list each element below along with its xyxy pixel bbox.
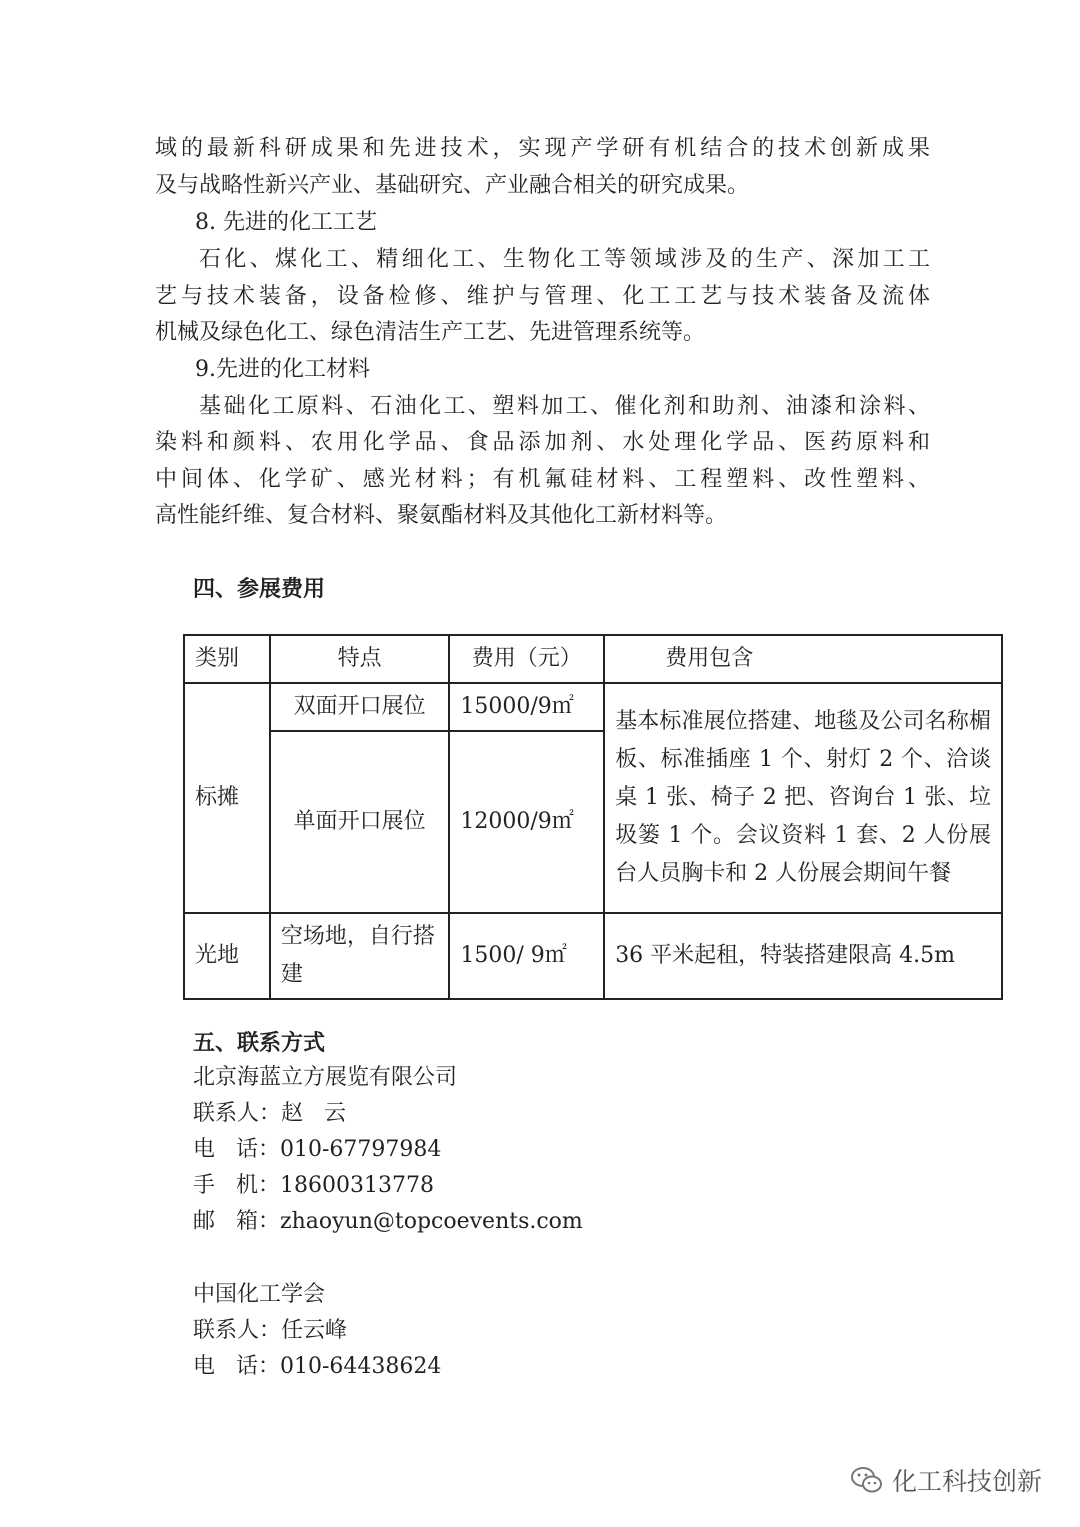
paragraph-line: 基础化工原料、石油化工、塑料加工、催化剂和助剂、油漆和涂料、 (199, 394, 930, 419)
table-row (184, 913, 1002, 999)
paragraph-line: 机械及绿色化工、绿色清洁生产工艺、先进管理系统等。 (155, 320, 706, 345)
contact-person: 联系人：任云峰 (193, 1318, 348, 1343)
contact-email: 邮 箱：zhaoyun@topcoevents.com (193, 1209, 583, 1234)
fee-table (183, 634, 1003, 1000)
subheading-8: 8. 先进的化工工艺 (195, 210, 377, 235)
section-title-fees: 四、参展费用 (193, 577, 326, 602)
paragraph-line: 中间体、化学矿、感光材料；有机氟硅材料、工程塑料、改性塑料、 (155, 467, 930, 492)
contact-org: 北京海蓝立方展览有限公司 (193, 1065, 458, 1090)
includes-cell: 基本标准展位搭建、地毯及公司名称楣板、标准插座 1 个、射灯 2 个、洽谈桌 1 张、椅子 2 把、咨询台 1 张、垃圾篓 1 个。会议资料 1 套、2 人份展台人员胸卡和 2 人份展会期间午餐 (604, 683, 1002, 913)
paragraph-line: 及与战略性新兴产业、基础研究、产业融合相关的研究成果。 (155, 173, 750, 198)
category-standard: 标摊 (184, 683, 270, 913)
table-row (184, 683, 1002, 731)
header-includes: 费用包含 (604, 635, 1002, 683)
paragraph-line: 石化、煤化工、精细化工、生物化工等领域涉及的生产、深加工工 (199, 247, 930, 272)
wechat-icon (850, 1465, 884, 1495)
category-raw-space: 光地 (184, 913, 270, 999)
price-cell: 1500/ 9㎡ (449, 913, 604, 999)
section-title-contact: 五、联系方式 (193, 1031, 326, 1056)
paragraph-line: 高性能纤维、复合材料、聚氨酯材料及其他化工新材料等。 (155, 503, 728, 528)
table-header-row (184, 635, 1002, 683)
includes-cell: 36 平米起租，特装搭建限高 4.5m (604, 913, 1002, 999)
price-cell: 15000/9㎡ (449, 683, 604, 731)
header-price: 费用（元） (449, 635, 604, 683)
paragraph-line: 染料和颜料、农用化学品、食品添加剂、水处理化学品、医药原料和 (155, 430, 930, 455)
contact-person: 联系人：赵 云 (193, 1101, 346, 1126)
contact-phone: 电 话：010-67797984 (193, 1137, 442, 1162)
header-feature: 特点 (270, 635, 450, 683)
contact-phone: 电 话：010-64438624 (193, 1354, 442, 1379)
header-category: 类别 (184, 635, 270, 683)
feature-cell: 空场地，自行搭建 (270, 913, 450, 999)
watermark-text: 化工科技创新 (891, 1467, 1042, 1496)
contact-mobile: 手 机：18600313778 (193, 1173, 434, 1198)
feature-cell: 双面开口展位 (270, 683, 450, 731)
paragraph-line: 域的最新科研成果和先进技术，实现产学研有机结合的技术创新成果 (155, 136, 930, 161)
contact-org: 中国化工学会 (193, 1282, 326, 1307)
feature-cell: 单面开口展位 (270, 731, 450, 913)
subheading-9: 9.先进的化工材料 (195, 357, 370, 382)
watermark (850, 1462, 1042, 1498)
price-cell: 12000/9㎡ (449, 731, 604, 913)
paragraph-line: 艺与技术装备，设备检修、维护与管理、化工工艺与技术装备及流体 (155, 284, 930, 309)
